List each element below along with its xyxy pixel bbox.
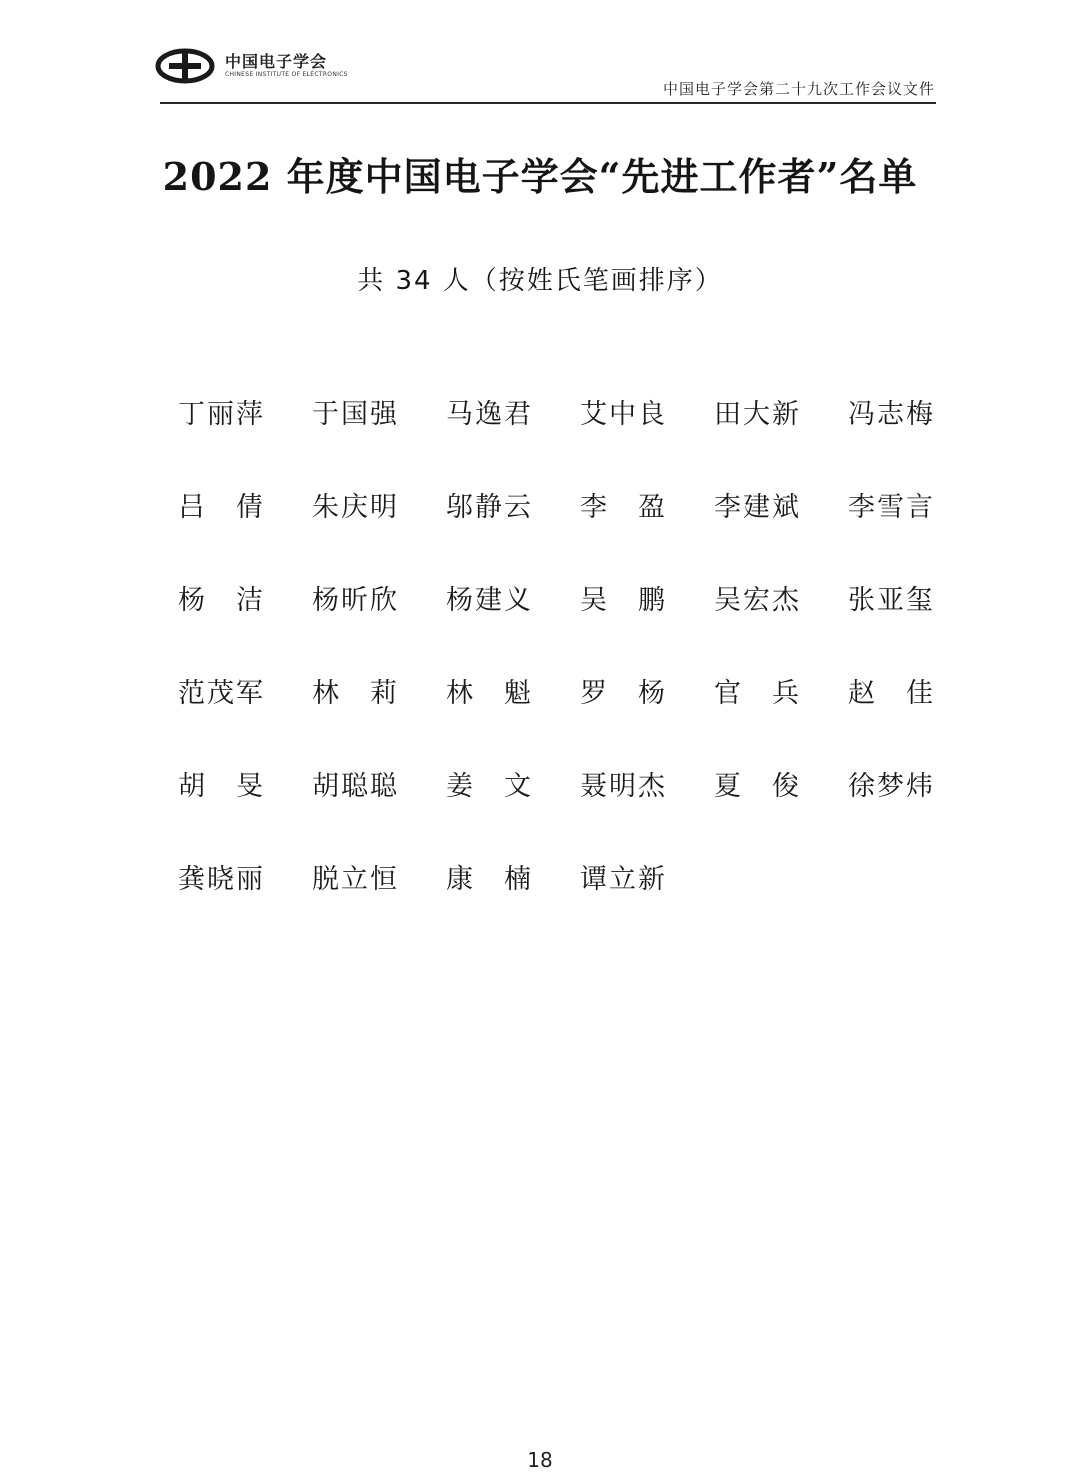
name-entry: 罗 杨	[580, 678, 667, 709]
name-entry: 吴宏杰	[714, 585, 801, 616]
name-entry: 丁丽萍	[178, 399, 265, 430]
name-entry: 范茂军	[178, 678, 265, 709]
name-entry: 聂明杰	[580, 771, 667, 802]
name-entry: 邬静云	[446, 492, 533, 523]
name-entry: 朱庆明	[312, 492, 399, 523]
name-entry: 官 兵	[714, 678, 801, 709]
name-entry: 吴 鹏	[580, 585, 667, 616]
name-entry: 马逸君	[446, 399, 533, 430]
name-entry: 脱立恒	[312, 864, 399, 895]
cie-logo-icon	[155, 48, 215, 84]
name-entry: 李 盈	[580, 492, 667, 523]
name-entry: 夏 俊	[714, 771, 801, 802]
name-entry: 胡聪聪	[312, 771, 399, 802]
name-entry: 胡 旻	[178, 771, 265, 802]
name-entry: 艾中良	[580, 399, 667, 430]
document-header-label: 中国电子学会第二十九次工作会议文件	[662, 80, 935, 98]
page-number: 18	[527, 1448, 553, 1472]
name-entry: 林 莉	[312, 678, 399, 709]
name-entry: 杨建义	[446, 585, 533, 616]
org-logo	[155, 48, 348, 84]
name-entry: 徐梦炜	[848, 771, 935, 802]
name-entry: 林 魁	[446, 678, 533, 709]
name-entry: 杨 洁	[178, 585, 265, 616]
page-title: 2022 年度中国电子学会“先进工作者”名单	[162, 154, 918, 199]
org-name-en: CHINESE INSTITUTE OF ELECTRONICS	[225, 71, 348, 78]
org-name-cn: 中国电子学会	[225, 52, 328, 71]
name-entry: 赵 佳	[848, 678, 935, 709]
name-entry: 田大新	[714, 399, 801, 430]
names-list	[178, 395, 958, 953]
name-entry: 于国强	[312, 399, 399, 430]
header-divider	[160, 102, 936, 104]
name-entry: 李雪言	[848, 492, 935, 523]
name-entry: 龚晓丽	[178, 864, 265, 895]
page-subtitle: 共 34 人（按姓氏笔画排序）	[357, 266, 723, 296]
name-entry: 张亚玺	[848, 585, 935, 616]
name-entry: 谭立新	[580, 864, 667, 895]
name-entry: 姜 文	[446, 771, 533, 802]
name-entry: 杨昕欣	[312, 585, 399, 616]
name-entry: 冯志梅	[848, 399, 935, 430]
name-entry: 李建斌	[714, 492, 801, 523]
name-entry: 吕 倩	[178, 492, 265, 523]
name-entry: 康 楠	[446, 864, 533, 895]
